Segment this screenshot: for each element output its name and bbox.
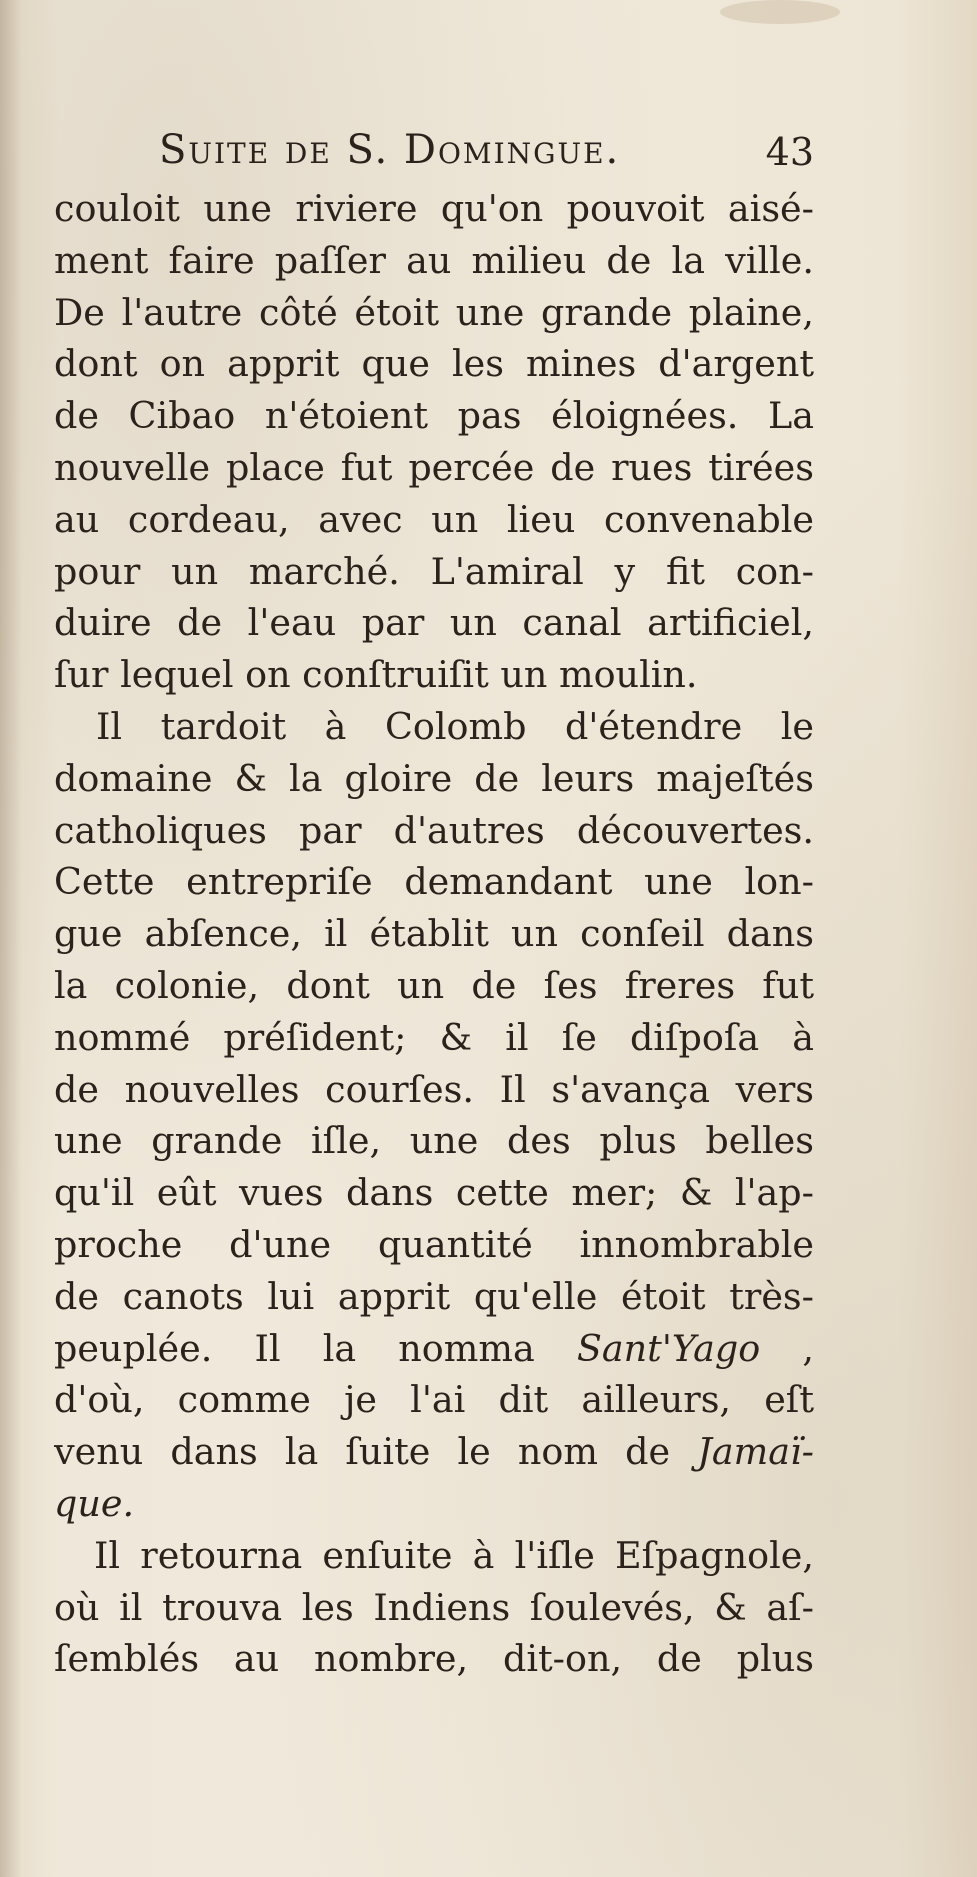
text-line-with-italic <box>54 1323 814 1375</box>
text-line: dont on apprit que les mines d'argent <box>54 342 814 386</box>
text-line: de nouvelles courſes. Il s'avança vers <box>54 1067 814 1111</box>
line-text: peuplée. Il la nomma <box>54 1326 535 1370</box>
page-number: 43 <box>765 130 814 174</box>
page-text-block <box>54 125 814 1685</box>
text-line: au cordeau, avec un lieu convenable <box>54 497 814 541</box>
text-line: domaine & la gloire de leurs majeſtés <box>54 756 814 800</box>
text-line: nommé préſident; & il ſe diſpoſa à <box>54 1015 814 1059</box>
text-line: catholiques par d'autres découvertes. <box>54 808 814 852</box>
binding-shadow <box>0 0 22 1877</box>
text-line: de canots lui apprit qu'elle étoit très- <box>54 1274 814 1318</box>
text-line: gue abſence, il établit un conſeil dans <box>54 912 814 956</box>
paragraph-start-line: Il retourna enſuite à l'iſle Eſpagnole, <box>94 1533 814 1577</box>
running-head <box>54 125 814 183</box>
comma: , <box>802 1326 814 1370</box>
text-line: De l'autre côté étoit une grande plaine, <box>54 290 814 334</box>
text-line: qu'il eût vues dans cette mer; & l'ap- <box>54 1171 814 1215</box>
text-line: où il trouva les Indiens ſoulevés, & aſ- <box>54 1585 814 1629</box>
place-name-santyago: Sant'Yago <box>576 1326 761 1370</box>
text-line: ſur lequel on conſtruiſit un moulin. <box>54 653 698 697</box>
text-line: une grande iſle, une des plus belles <box>54 1119 814 1163</box>
text-line: Cette entrepriſe demandant une lon- <box>54 860 814 904</box>
text-line: duire de l'eau par un canal artificiel, <box>54 601 814 645</box>
text-line: proche d'une quantité innombrable <box>54 1222 814 1266</box>
paper-stain <box>720 0 840 24</box>
text-line: nouvelle place fut percée de rues tirées <box>54 445 814 489</box>
text-line: d'où, comme je l'ai dit ailleurs, eſt <box>54 1378 814 1422</box>
text-line: ſemblés au nombre, dit-on, de plus <box>54 1637 814 1681</box>
place-name-jamaique: Jamaï- <box>697 1430 814 1474</box>
paragraph-start-line: Il tardoit à Colomb d'étendre le <box>96 704 814 748</box>
text-line: la colonie, dont un de ſes freres fut <box>54 963 814 1007</box>
text-line-italic-end: que. <box>54 1481 135 1525</box>
text-line-with-italic <box>54 1426 814 1478</box>
running-head-title: Suite de S. Domingue. <box>159 127 621 173</box>
text-line: pour un marché. L'amiral y fit con- <box>54 549 814 593</box>
text-line: ment faire paſſer au milieu de la ville. <box>54 238 814 282</box>
text-line: couloit une riviere qu'on pouvoit aisé- <box>54 187 814 230</box>
line-text: venu dans la ſuite le nom de <box>54 1430 671 1474</box>
text-line: de Cibao n'étoient pas éloignées. La <box>54 394 814 438</box>
